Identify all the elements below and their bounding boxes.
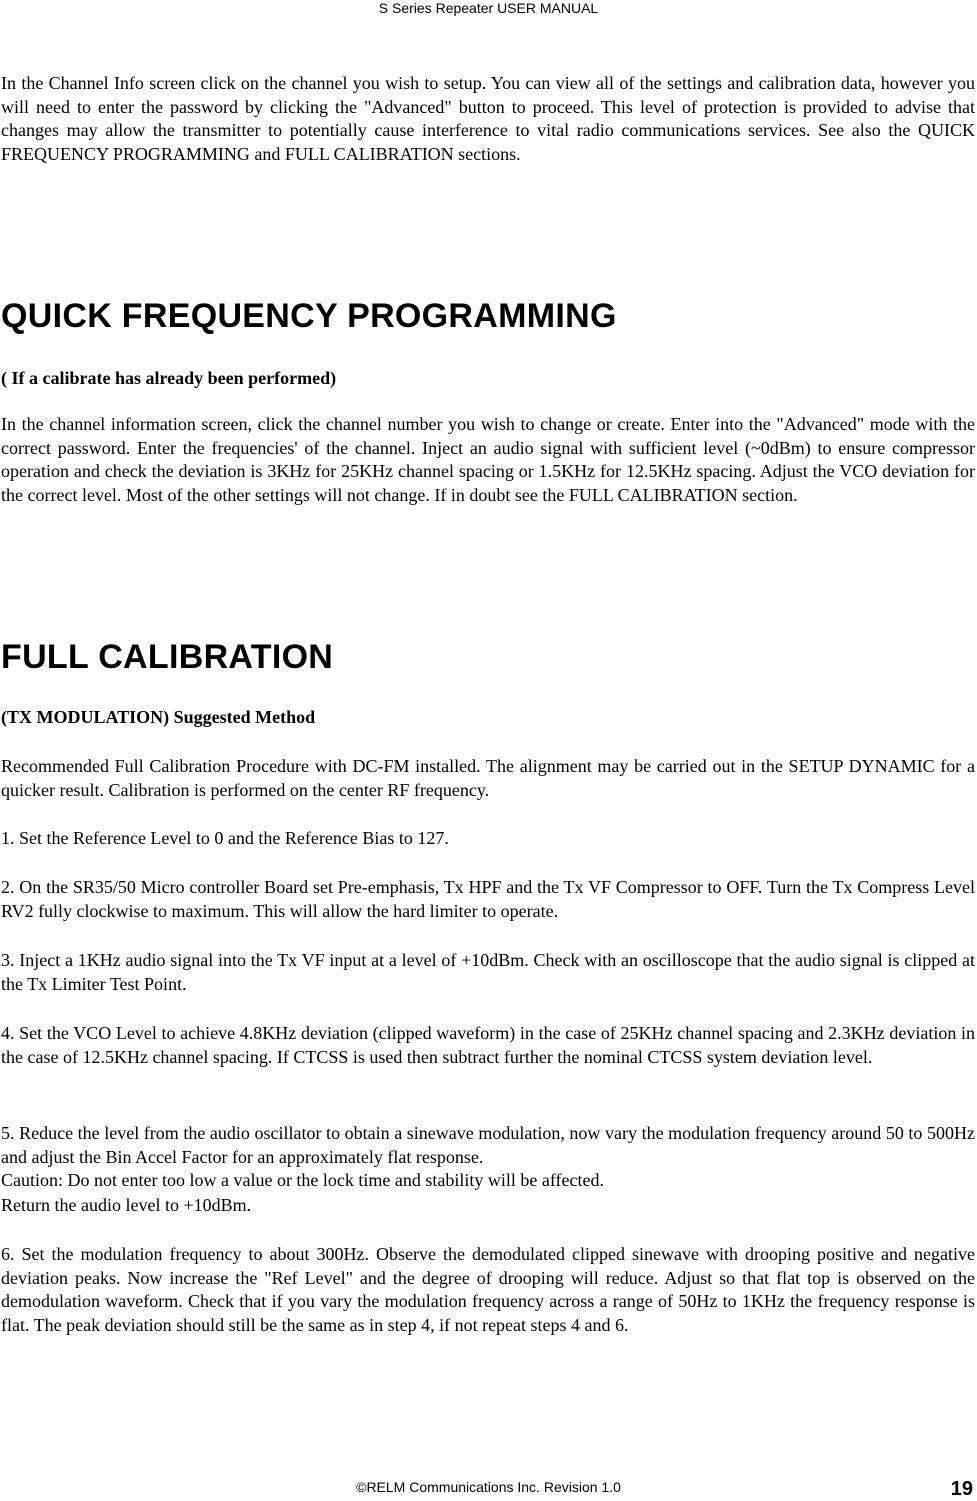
- step-1: 1. Set the Reference Level to 0 and the Reference Bias to 127.: [1, 828, 449, 848]
- quick-frequency-paragraph: In the channel information screen, click the channel number you wish to change or create. Enter into the "Advanced" mode with the correct password. Enter the frequencies' of the channel. Inject an audio signal with sufficient level (~0dBm) to ensure compressor operation and check the deviation is 3KHz for 25KHz channel spacing or 1.5KHz for 12.5KHz spacing. Adjust the VCO deviation for the correct level. Most of the other settings will not change. If in doubt see the FULL CALIBRATION section.: [1, 414, 975, 505]
- step-2: 2. On the SR35/50 Micro controller Board set Pre-emphasis, Tx HPF and the Tx VF Compressor to OFF. Turn the Tx Compress Level RV2 fully clockwise to maximum. This will allow the hard limiter to operate.: [1, 877, 975, 921]
- intro-paragraph: In the Channel Info screen click on the channel you wish to setup. You can view all of the settings and calibration data, however you will need to enter the password by clicking the "Advanced" button to proceed. This level of protection is provided to advise that changes may allow the transmitter to potentially cause interference to vital radio communications services. See also the QUICK FREQUENCY PROGRAMMING and FULL CALIBRATION sections.: [1, 73, 975, 164]
- quick-frequency-subheading: ( If a calibrate has already been performed): [1, 368, 337, 388]
- page-number: 19: [950, 1478, 973, 1500]
- step-3: 3. Inject a 1KHz audio signal into the Tx VF input at a level of +10dBm. Check with an oscilloscope that the audio signal is clipped at the Tx Limiter Test Point.: [1, 950, 975, 994]
- step-4: 4. Set the VCO Level to achieve 4.8KHz deviation (clipped waveform) in the case of 25KHz channel spacing and 2.3KHz deviation in the case of 12.5KHz channel spacing. If CTCSS is used then subtract further the nominal CTCSS system deviation level.: [1, 1023, 975, 1067]
- full-calibration-subheading: (TX MODULATION) Suggested Method: [1, 707, 316, 727]
- page-header: S Series Repeater USER MANUAL: [378, 0, 599, 16]
- full-calibration-heading: FULL CALIBRATION: [1, 638, 334, 676]
- quick-frequency-heading: QUICK FREQUENCY PROGRAMMING: [1, 297, 617, 335]
- step-5-return: Return the audio level to +10dBm.: [1, 1195, 252, 1215]
- full-calibration-intro: Recommended Full Calibration Procedure with DC-FM installed. The alignment may be carried out in the SETUP DYNAMIC for a quicker result. Calibration is performed on the center RF frequency.: [1, 756, 975, 800]
- step-6: 6. Set the modulation frequency to about 300Hz. Observe the demodulated clipped sinewave with drooping positive and negative deviation peaks. Now increase the "Ref Level" and the degree of drooping will reduce. Adjust so that flat top is observed on the demodulation waveform. Check that if you vary the modulation frequency across a range of 50Hz to 1KHz the frequency response is flat. The peak deviation should still be the same as in step 4, if not repeat steps 4 and 6.: [1, 1244, 975, 1335]
- step-5-caution: Caution: Do not enter too low a value or the lock time and stability will be affected.: [1, 1170, 605, 1190]
- step-5: 5. Reduce the level from the audio oscillator to obtain a sinewave modulation, now vary the modulation frequency around 50 to 500Hz and adjust the Bin Accel Factor for an approximately flat response.: [1, 1123, 975, 1167]
- footer-copyright: ©RELM Communications Inc. Revision 1.0: [356, 1479, 621, 1495]
